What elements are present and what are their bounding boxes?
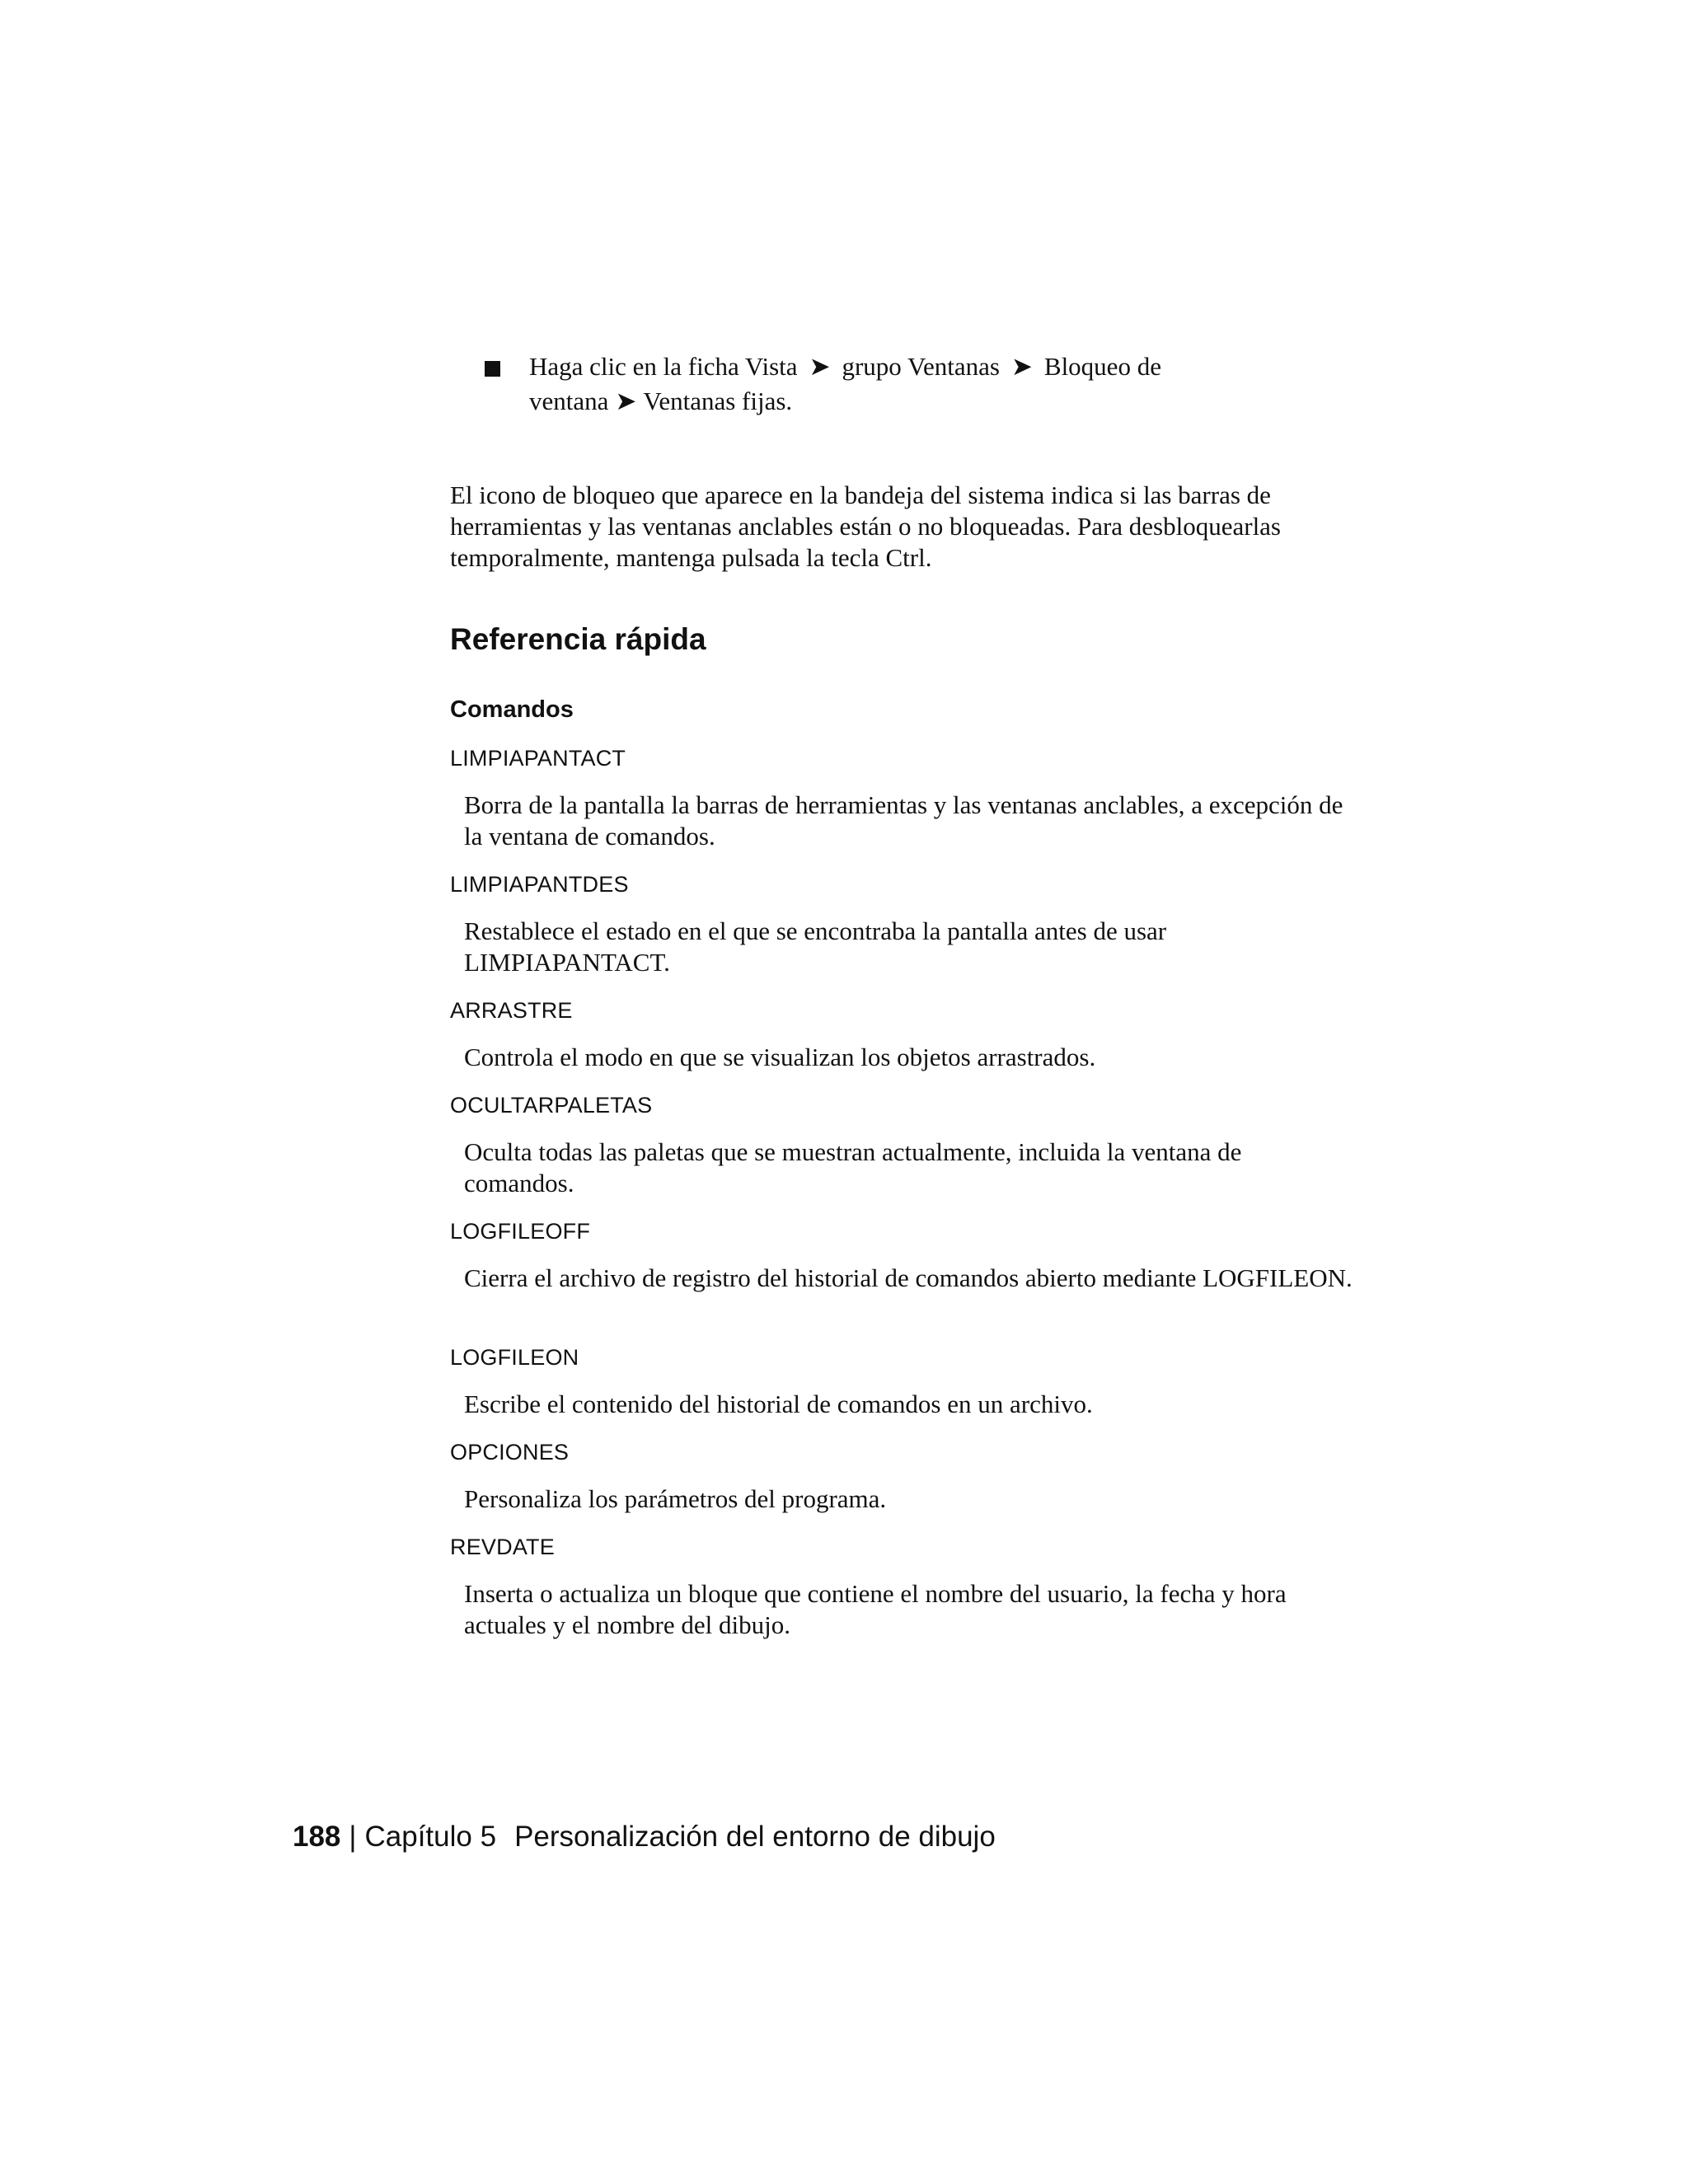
arrow-right-icon: ➤ — [615, 387, 637, 415]
instruction-part-2: grupo Ventanas — [842, 352, 1000, 381]
command-name: LOGFILEON — [450, 1345, 579, 1370]
instruction-part-5: Ventanas fijas. — [643, 387, 793, 415]
quick-reference-heading: Referencia rápida — [450, 622, 706, 656]
command-description: Escribe el contenido del historial de comandos en un archivo. — [464, 1390, 1093, 1418]
page-number: 188 — [293, 1821, 341, 1853]
instruction-part-3: Bloqueo de — [1043, 352, 1161, 381]
footer-chapter: Capítulo 5 — [364, 1821, 497, 1853]
arrow-right-icon: ➤ — [1010, 352, 1033, 381]
arrow-right-icon: ➤ — [809, 352, 831, 381]
command-name: LIMPIAPANTDES — [450, 872, 629, 897]
command-description: Borra de la pantalla la barras de herramientas y las ventanas anclables, a excepción de la ventana de comandos. — [464, 790, 1343, 851]
page-footer — [293, 1818, 996, 1856]
commands-heading: Comandos — [450, 696, 574, 723]
command-description: Personaliza los parámetros del programa. — [464, 1484, 887, 1513]
command-description: Oculta todas las paletas que se muestran actualmente, incluida la ventana de comandos. — [464, 1137, 1242, 1197]
command-description: Cierra el archivo de registro del historial de comandos abierto mediante LOGFILEON. — [464, 1263, 1353, 1292]
command-name: OPCIONES — [450, 1440, 570, 1465]
intro-paragraph: El icono de bloqueo que aparece en la bandeja del sistema indica si las barras de herramientas y las ventanas anclables están o no bloqueadas. Para desbloquearlas temporalmente, mantenga pulsada la tecla Ctrl. — [450, 480, 1281, 572]
footer-separator: | — [349, 1821, 357, 1853]
command-name: REVDATE — [450, 1535, 555, 1559]
command-description: Controla el modo en que se visualizan los objetos arrastrados. — [464, 1043, 1096, 1071]
instruction-part-4: ventana — [529, 387, 609, 415]
command-name: ARRASTRE — [450, 998, 573, 1023]
instruction-part-1: Haga clic en la ficha Vista — [529, 352, 798, 381]
command-name: LOGFILEOFF — [450, 1219, 591, 1244]
footer-chapter-title: Personalización del entorno de dibujo — [514, 1821, 996, 1853]
bullet-square-icon — [485, 361, 500, 377]
instruction-text — [529, 349, 1337, 419]
command-description: Inserta o actualiza un bloque que contiene el nombre del usuario, la fecha y hora actuales y el nombre del dibujo. — [464, 1579, 1287, 1639]
command-description: Restablece el estado en el que se encontraba la pantalla antes de usar LIMPIAPANTACT. — [464, 916, 1167, 977]
command-name: OCULTARPALETAS — [450, 1093, 653, 1118]
command-name: LIMPIAPANTACT — [450, 746, 626, 771]
